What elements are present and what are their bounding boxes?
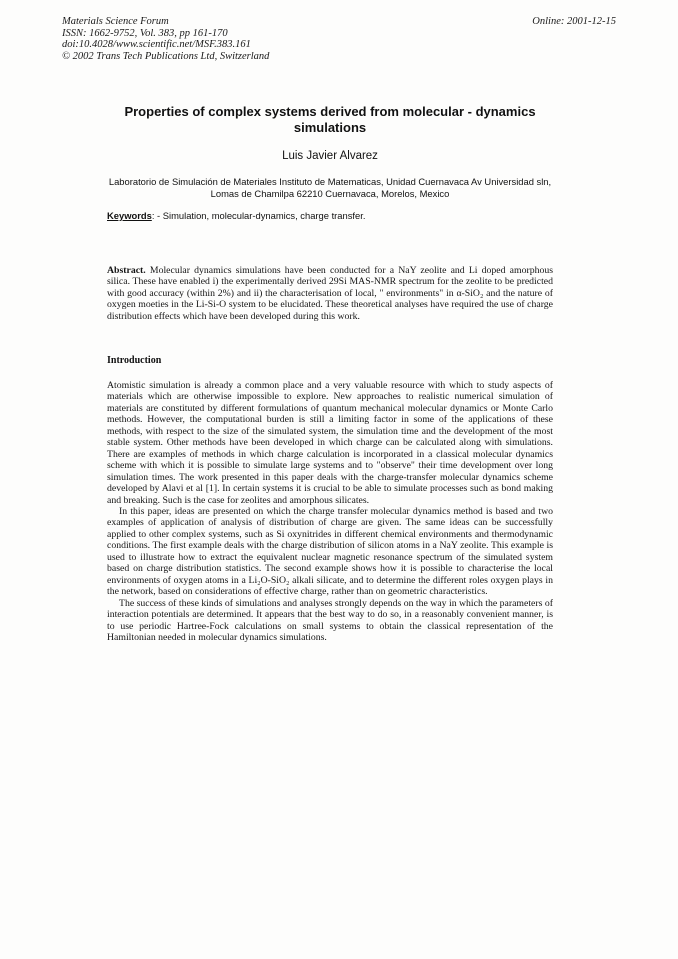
introduction-body	[107, 380, 553, 643]
publication-info	[62, 16, 269, 62]
journal-name: Materials Science Forum	[62, 16, 169, 27]
abstract-label: Abstract.	[107, 265, 146, 276]
introduction-heading: Introduction	[107, 355, 162, 366]
keywords-line	[107, 210, 365, 221]
keywords-text: : - Simulation, molecular-dynamics, charge transfer.	[151, 210, 366, 221]
intro-paragraph-2: In this paper, ideas are presented on which the charge transfer molecular dynamics method is based and two examples of application of analysis of distribution of charge are given. The same ideas can be successfully applied to other complex systems, such as Si oxynitrides in different chemical environments and thermodynamic conditions. The first example deals with the charge distribution of silicon atoms in a NaY zeolite. This example is used to illustrate how to extract the equivalent nuclear magnetic resonance spectrum of the simulated system based on charge distribution statistics. The second example shows how it is possible to characterise the local environments of oxygen atoms in a Li₂O-SiO₂ alkali silicate, and to determine the different roles oxygen plays in the network, based on considerations of effective charge, rather than on geometric characteristics.	[107, 505, 553, 598]
issn-line: ISSN: 1662-9752, Vol. 383, pp 161-170	[62, 27, 228, 39]
abstract-block	[107, 265, 553, 322]
intro-paragraph-1: Atomistic simulation is already a common place and a very valuable resource with which to study aspects of materials which are otherwise impossible to explore. New approaches to realistic numerical simulation of materials are constituted by different formulations of quantum mechanical molecular dynamics or Monte Carlo methods. However, the computational burden is still a limiting factor in some of the applications of these methods, with respect to the size of the simulated system, the simulation time and the development of the most stable system. Other methods have been developed in which charge can be calculated along with simulations. There are examples of methods in which charge calculation is incorporated in a classical molecular dynamics scheme with which it is possible to simulate large systems and to "observe" their time development over long simulation times. The work presented in this paper deals with the charge-transfer molecular dynamics scheme developed by Alavi et al [1]. In certain systems it is crucial to be able to simulate processes such as bond making and breaking. Such is the case for zeolites and amorphous silicates.	[107, 380, 553, 506]
keywords-label: Keywords	[107, 210, 152, 221]
intro-paragraph-3: The success of these kinds of simulations and analyses strongly depends on the way in which the parameters of interaction potentials are determined. It appears that the best way to do so, in a reasonably convenient manner, is to use periodic Hartree-Fock calculations on small systems to obtain the classical representation of the Hamiltonian needed in molecular dynamics simulations.	[107, 597, 553, 643]
copyright-line: © 2002 Trans Tech Publications Ltd, Switzerland	[62, 50, 270, 62]
online-date: Online: 2001-12-15	[532, 16, 616, 27]
doi-line: doi:10.4028/www.scientific.net/MSF.383.161	[62, 39, 251, 50]
author-affiliation: Laboratorio de Simulación de Materiales Instituto de Matematicas, Unidad Cuernavaca Av Universidad sln, Lomas de Chamilpa 62210 Cuernavaca, Morelos, Mexico	[108, 176, 552, 199]
paper-title: Properties of complex systems derived from molecular - dynamics simulations	[124, 104, 536, 135]
author-name: Luis Javier Alvarez	[282, 150, 378, 162]
abstract-text: Molecular dynamics simulations have been conducted for a NaY zeolite and Li doped amorphous silica. These have enabled i) the experimentally derived 29Si MAS-NMR spectrum for the zeolite to be predicted with good accuracy (within 2%) and ii) the characterisation of local, " environments" in α-SiO₂ and the nature of oxygen moeties in the Li-Si-O system to be elucidated. These theoretical analyses have required the use of charge distribution effects which have been developed during this work.	[107, 265, 553, 322]
